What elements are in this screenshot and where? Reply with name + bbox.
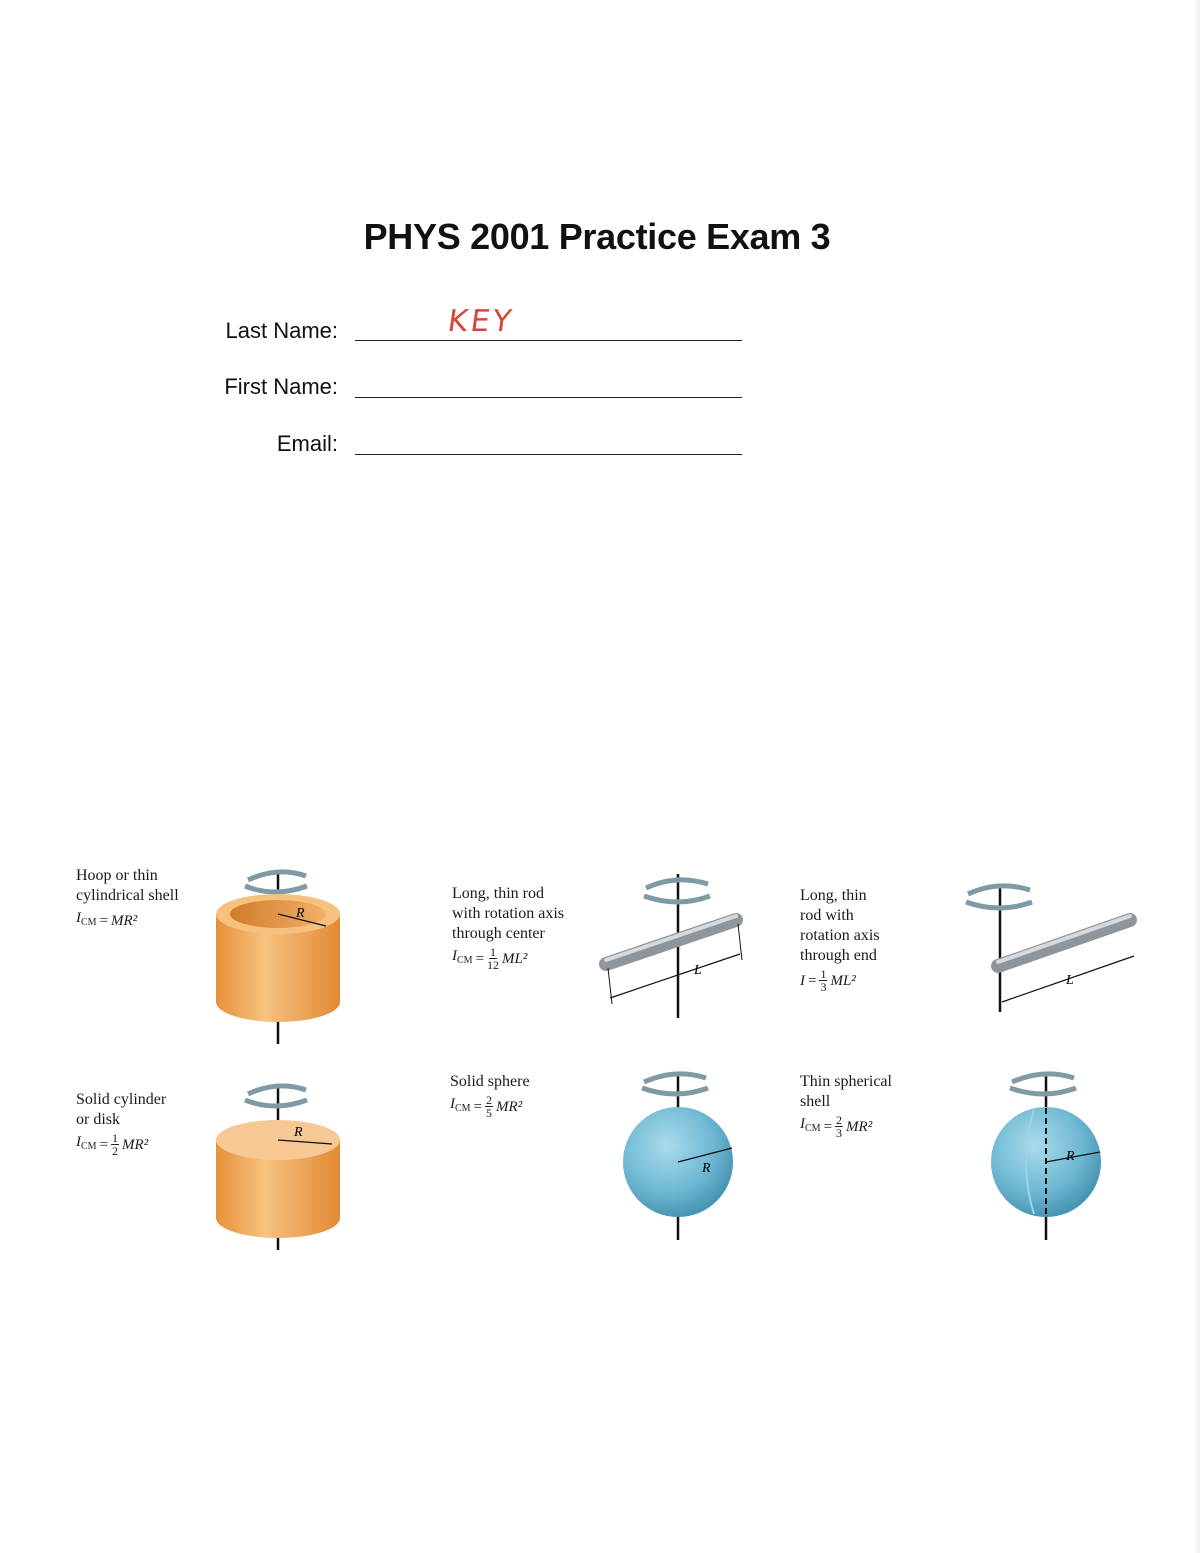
rod-center-label [452,884,564,971]
shape-label-line: rotation axis [800,927,880,944]
formula-lhs: $I_{CM}$ [76,910,97,928]
formula-rhs: MR² [496,1098,523,1115]
solid-cylinder-label [76,1090,166,1157]
formula-subscript: CM [81,917,97,928]
solid-sphere-label [450,1072,530,1119]
hoop-radius-label: R [296,906,305,921]
formula-lhs: $I_{CM}$ [76,1134,97,1152]
shape-label-line: with rotation axis [452,905,564,922]
fraction-denominator: 2 [112,1144,119,1158]
fraction-denominator: 3 [820,980,827,994]
formula-equals: = [475,950,485,967]
formula-rhs: MR² [846,1118,873,1135]
shape-label-line: Solid cylinder [76,1091,167,1108]
fraction-denominator: 12 [487,958,500,972]
formula-equals: = [99,1136,109,1153]
shape-label-line: Thin spherical [800,1073,892,1090]
page-edge [1194,0,1200,1553]
email-label: Email: [276,431,338,456]
moment-of-inertia-formula [800,1114,892,1139]
rod-end-length-label: L [1066,973,1074,988]
shape-label-line: Long, thin rod [452,885,544,902]
shape-label-line: shell [800,1093,831,1110]
solid-sphere-figure [620,1068,740,1248]
thin-shell-figure [988,1068,1108,1248]
solid-sphere-radius-label: R [702,1161,711,1176]
formula-rhs: ML² [502,950,528,967]
formula-equals: = [99,912,109,929]
fraction-denominator: 5 [486,1106,493,1120]
shape-label-line: rod with [800,907,854,924]
formula-rhs: MR² [111,912,138,929]
formula-lhs: $I_{CM}$ [450,1096,471,1114]
fraction-denominator: 3 [836,1126,843,1140]
solid-cylinder-radius-label: R [294,1125,303,1140]
hoop-figure [200,862,360,1047]
email-field[interactable] [355,454,742,455]
formula-subscript: CM [457,955,473,966]
shape-label-line: Solid sphere [450,1073,530,1090]
formula-lhs: I [800,972,805,989]
moment-of-inertia-formula [452,946,564,971]
formula-subscript: CM [455,1103,471,1114]
rod-end-label [800,886,880,993]
fraction-numerator: 1 [112,1131,119,1145]
shape-label-line: or disk [76,1111,120,1128]
fraction-numerator: 2 [836,1113,843,1127]
formula-rhs: MR² [122,1136,149,1153]
moment-of-inertia-formula [76,908,179,933]
formula-lhs: $I_{CM}$ [452,948,473,966]
first-name-label: First Name: [224,374,338,399]
formula-fraction [485,1094,493,1119]
shape-label-line: through center [452,925,545,942]
shape-label-line: Long, thin [800,887,867,904]
last-name-handwritten-value: KEY [445,304,517,339]
first-name-field[interactable] [355,397,742,398]
formula-equals: = [823,1118,833,1135]
formula-equals: = [473,1098,483,1115]
thin-shell-label [800,1072,892,1139]
solid-cylinder-figure [200,1082,360,1252]
formula-fraction [835,1114,843,1139]
formula-equals: = [808,972,817,989]
formula-lhs: $I_{CM}$ [800,1116,821,1134]
formula-subscript: CM [805,1123,821,1134]
page-title: PHYS 2001 Practice Exam 3 [363,216,831,257]
fraction-numerator: 1 [820,967,827,981]
formula-fraction [111,1132,119,1157]
shape-label-line: through end [800,947,877,964]
moment-of-inertia-formula [800,968,880,993]
thin-shell-radius-label: R [1066,1149,1075,1164]
moment-of-inertia-formula [76,1132,166,1157]
rod-end-figure [990,880,1140,1015]
formula-subscript: CM [81,1141,97,1152]
shape-label-line: cylindrical shell [76,887,179,904]
formula-rhs: ML² [830,972,856,989]
formula-fraction [487,946,499,971]
last-name-field[interactable] [355,340,742,341]
moment-of-inertia-formula [450,1094,530,1119]
fraction-numerator: 2 [486,1093,493,1107]
fraction-numerator: 1 [490,945,497,959]
rod-center-figure [598,868,758,1018]
last-name-label: Last Name: [225,318,338,343]
formula-fraction [819,968,827,993]
rod-center-length-label: L [694,963,702,978]
hoop-label [76,866,179,933]
shape-label-line: Hoop or thin [76,867,158,884]
